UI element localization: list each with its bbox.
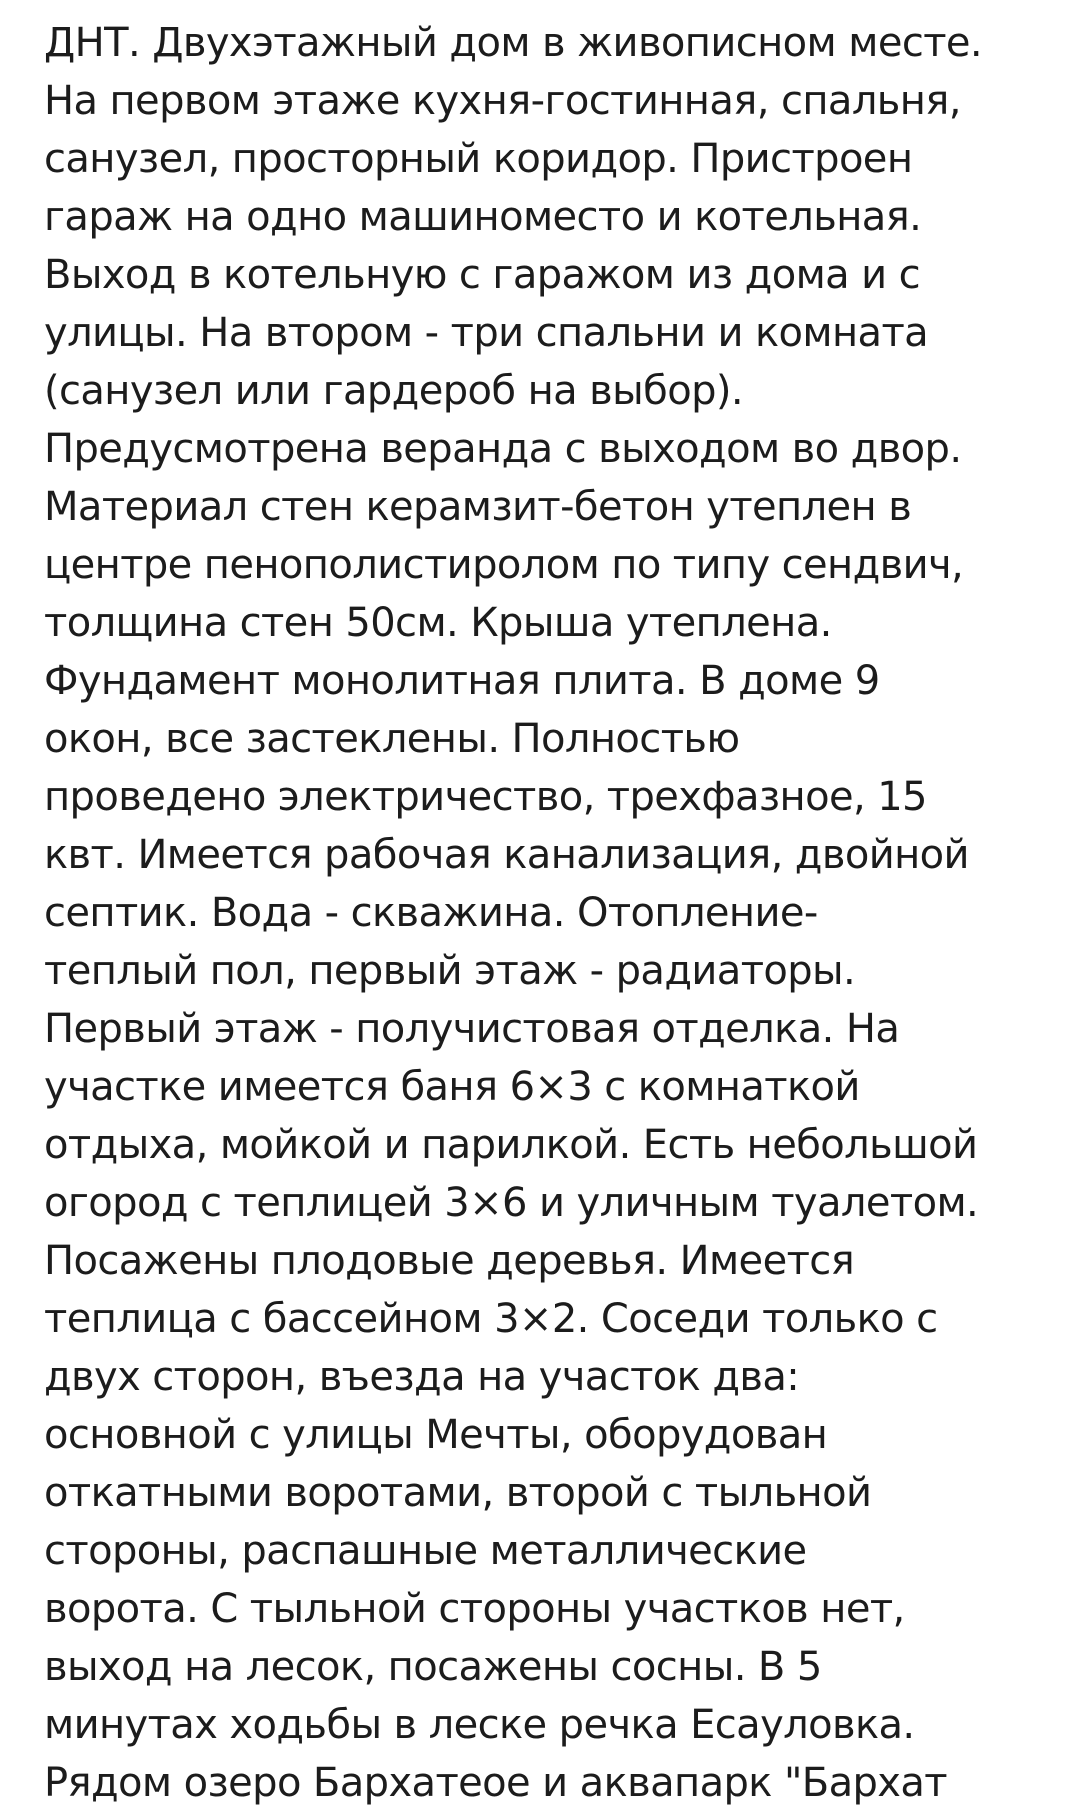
description-line: Рядом озеро Бархатеое и аквапарк "Бархат (44, 1760, 947, 1806)
description-line: выход на лесок, посажены сосны. В 5 (44, 1644, 822, 1690)
description-line: теплица с бассейном 3×2. Соседи только с (44, 1296, 938, 1342)
description-line: отдыха, мойкой и парилкой. Есть небольшой (44, 1122, 978, 1168)
description-line: стороны, распашные металлические (44, 1528, 807, 1574)
description-line: квт. Имеется рабочая канализация, двойной (44, 832, 969, 878)
description-line: септик. Вода - скважина. Отопление- (44, 890, 818, 936)
description-line: Выход в котельную с гаражом из дома и с (44, 252, 921, 298)
description-line: ворота. С тыльной стороны участков нет, (44, 1586, 905, 1632)
description-line: центре пенополистиролом по типу сендвич, (44, 542, 964, 588)
description-line: двух сторон, въезда на участок два: (44, 1354, 800, 1400)
description-line: улицы. На втором - три спальни и комната (44, 310, 929, 356)
description-line: теплый пол, первый этаж - радиаторы. (44, 948, 856, 994)
description-line: Посажены плодовые деревья. Имеется (44, 1238, 855, 1284)
description-line: Фундамент монолитная плита. В доме 9 (44, 658, 880, 704)
description-line: проведено электричество, трехфазное, 15 (44, 774, 927, 820)
description-line: ДНТ. Двухэтажный дом в живописном месте. (44, 20, 983, 66)
description-line: огород с теплицей 3×6 и уличным туалетом. (44, 1180, 979, 1226)
listing-description (44, 14, 1054, 1812)
description-line: участке имеется баня 6×3 с комнаткой (44, 1064, 860, 1110)
description-line: санузел, просторный коридор. Пристроен (44, 136, 913, 182)
description-line: На первом этаже кухня-гостинная, спальня, (44, 78, 961, 124)
description-line: Материал стен керамзит-бетон утеплен в (44, 484, 912, 530)
description-line: откатными воротами, второй с тыльной (44, 1470, 872, 1516)
description-line: Первый этаж - получистовая отделка. На (44, 1006, 900, 1052)
description-line: окон, все застеклены. Полностью (44, 716, 740, 762)
description-line: толщина стен 50см. Крыша утеплена. (44, 600, 832, 646)
description-line: гараж на одно машиноместо и котельная. (44, 194, 922, 240)
description-line: Предусмотрена веранда с выходом во двор. (44, 426, 962, 472)
description-line: минутах ходьбы в леске речка Есауловка. (44, 1702, 915, 1748)
description-line: основной с улицы Мечты, оборудован (44, 1412, 828, 1458)
description-line: (санузел или гардероб на выбор). (44, 368, 743, 414)
